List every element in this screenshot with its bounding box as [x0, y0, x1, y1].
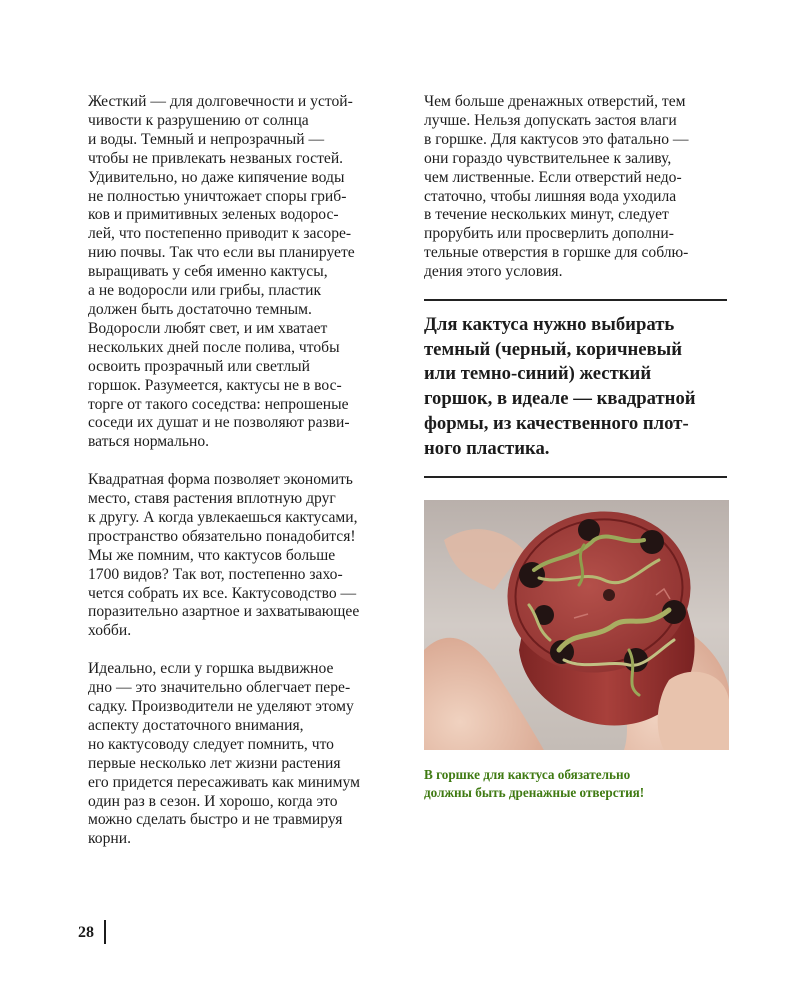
text-line: они гораздо чувствительнее к заливу,: [424, 149, 672, 167]
paragraph-hard-dark-plastic: [88, 93, 393, 452]
text-line: первые несколько лет жизни растения: [88, 754, 341, 772]
pot-illustration: [424, 500, 729, 750]
right-text-column: [424, 93, 729, 282]
callout-bottom-rule: [424, 476, 727, 478]
text-line: аспекту достаточного внимания,: [88, 716, 304, 734]
text-line: Идеально, если у горшка выдвижное: [88, 660, 334, 678]
text-line: горшок. Разумеется, кактусы не в вос-: [88, 376, 342, 394]
text-line: тельные отверстия в горшке для соблю-: [424, 244, 689, 262]
caption-line: В горшке для кактуса обязательно: [424, 767, 631, 782]
text-line: корни.: [88, 830, 131, 848]
text-line: можно сделать быстро и не травмируя: [88, 811, 343, 829]
text-line: чивости к разрушению от солнца: [88, 111, 309, 129]
callout-line: или темно-синий) жесткий: [424, 363, 652, 385]
text-line: Квадратная форма позволяет экономить: [88, 471, 353, 489]
caption-line: должны быть дренажные отверстия!: [424, 785, 645, 800]
text-line: и воды. Темный и непрозрачный —: [88, 130, 325, 148]
text-line: прорубить или просверлить дополни-: [424, 225, 674, 243]
text-line: выращивать у себя именно кактусы,: [88, 263, 328, 281]
callout-box: [424, 313, 729, 461]
text-line: место, ставя растения вплотную друг: [88, 490, 336, 508]
text-line: статочно, чтобы лишняя вода уходила: [424, 187, 677, 205]
callout-top-rule: [424, 299, 727, 301]
text-line: чется собрать их все. Кактусоводство —: [88, 584, 357, 602]
text-line: поразительно азартное и захватывающее: [88, 603, 360, 621]
page-number-divider: [104, 920, 106, 944]
callout-line: Для кактуса нужно выбирать: [424, 314, 675, 335]
text-line: нескольких дней после полива, чтобы: [88, 338, 340, 356]
text-line: пространство обязательно понадобится!: [88, 527, 356, 545]
text-line: дно — это значительно облегчает пере-: [88, 679, 351, 697]
pot-photo: [424, 500, 729, 750]
text-line: чтобы не привлекать незваных гостей.: [88, 149, 344, 167]
text-line: 1700 видов? Так вот, постепенно захо-: [88, 565, 343, 583]
text-line: к другу. А когда увлекаешься кактусами,: [88, 508, 358, 526]
callout-line: формы, из качественного плот-: [424, 412, 689, 434]
paragraph-square-shape: [88, 471, 393, 641]
text-line: должен быть достаточно темным.: [88, 300, 312, 318]
text-line: а не водоросли или грибы, пластик: [88, 282, 322, 300]
left-text-column: [88, 93, 393, 868]
text-line: хобби.: [88, 622, 132, 640]
page-number: 28: [78, 924, 94, 941]
text-line: но кактусоводу следует помнить, что: [88, 735, 334, 753]
text-line: один раз в сезон. И хорошо, когда это: [88, 792, 338, 810]
callout-line: горшок, в идеале — квадратной: [424, 388, 696, 410]
text-line: Водоросли любят свет, и им хватает: [88, 319, 328, 337]
text-line: лучше. Нельзя допускать застоя влаги: [424, 111, 677, 129]
text-line: не полностью уничтожает споры гриб-: [88, 187, 347, 205]
text-line: дения этого условия.: [424, 263, 563, 281]
paragraph-removable-bottom: [88, 660, 393, 849]
text-line: лей, что постепенно приводит к засоре-: [88, 225, 352, 243]
text-line: освоить прозрачный или светлый: [88, 357, 310, 375]
text-line: Мы же помним, что кактусов больше: [88, 546, 336, 564]
text-line: чем лиственные. Если отверстий недо-: [424, 168, 682, 186]
text-line: в горшке. Для кактусов это фатально —: [424, 130, 689, 148]
text-line: его придется пересаживать как минимум: [88, 773, 360, 791]
photo-caption: [424, 766, 729, 802]
text-line: Удивительно, но даже кипячение воды: [88, 168, 345, 186]
callout-line: темный (черный, коричневый: [424, 338, 682, 360]
text-line: торге от такого соседства: непрошеные: [88, 395, 349, 413]
text-line: в течение нескольких минут, следует: [424, 206, 669, 224]
text-line: нию почвы. Так что если вы планируете: [88, 244, 355, 262]
text-line: соседи их душат и не позволяют разви-: [88, 414, 350, 432]
text-line: садку. Производители не уделяют этому: [88, 697, 354, 715]
text-line: Чем больше дренажных отверстий, тем: [424, 93, 686, 110]
text-line: Жесткий — для долговечности и устой-: [88, 93, 353, 110]
text-line: ков и примитивных зеленых водорос-: [88, 206, 339, 224]
text-line: ваться нормально.: [88, 433, 210, 451]
paragraph-drainage-holes: [424, 93, 729, 282]
callout-line: ного пластика.: [424, 437, 550, 459]
